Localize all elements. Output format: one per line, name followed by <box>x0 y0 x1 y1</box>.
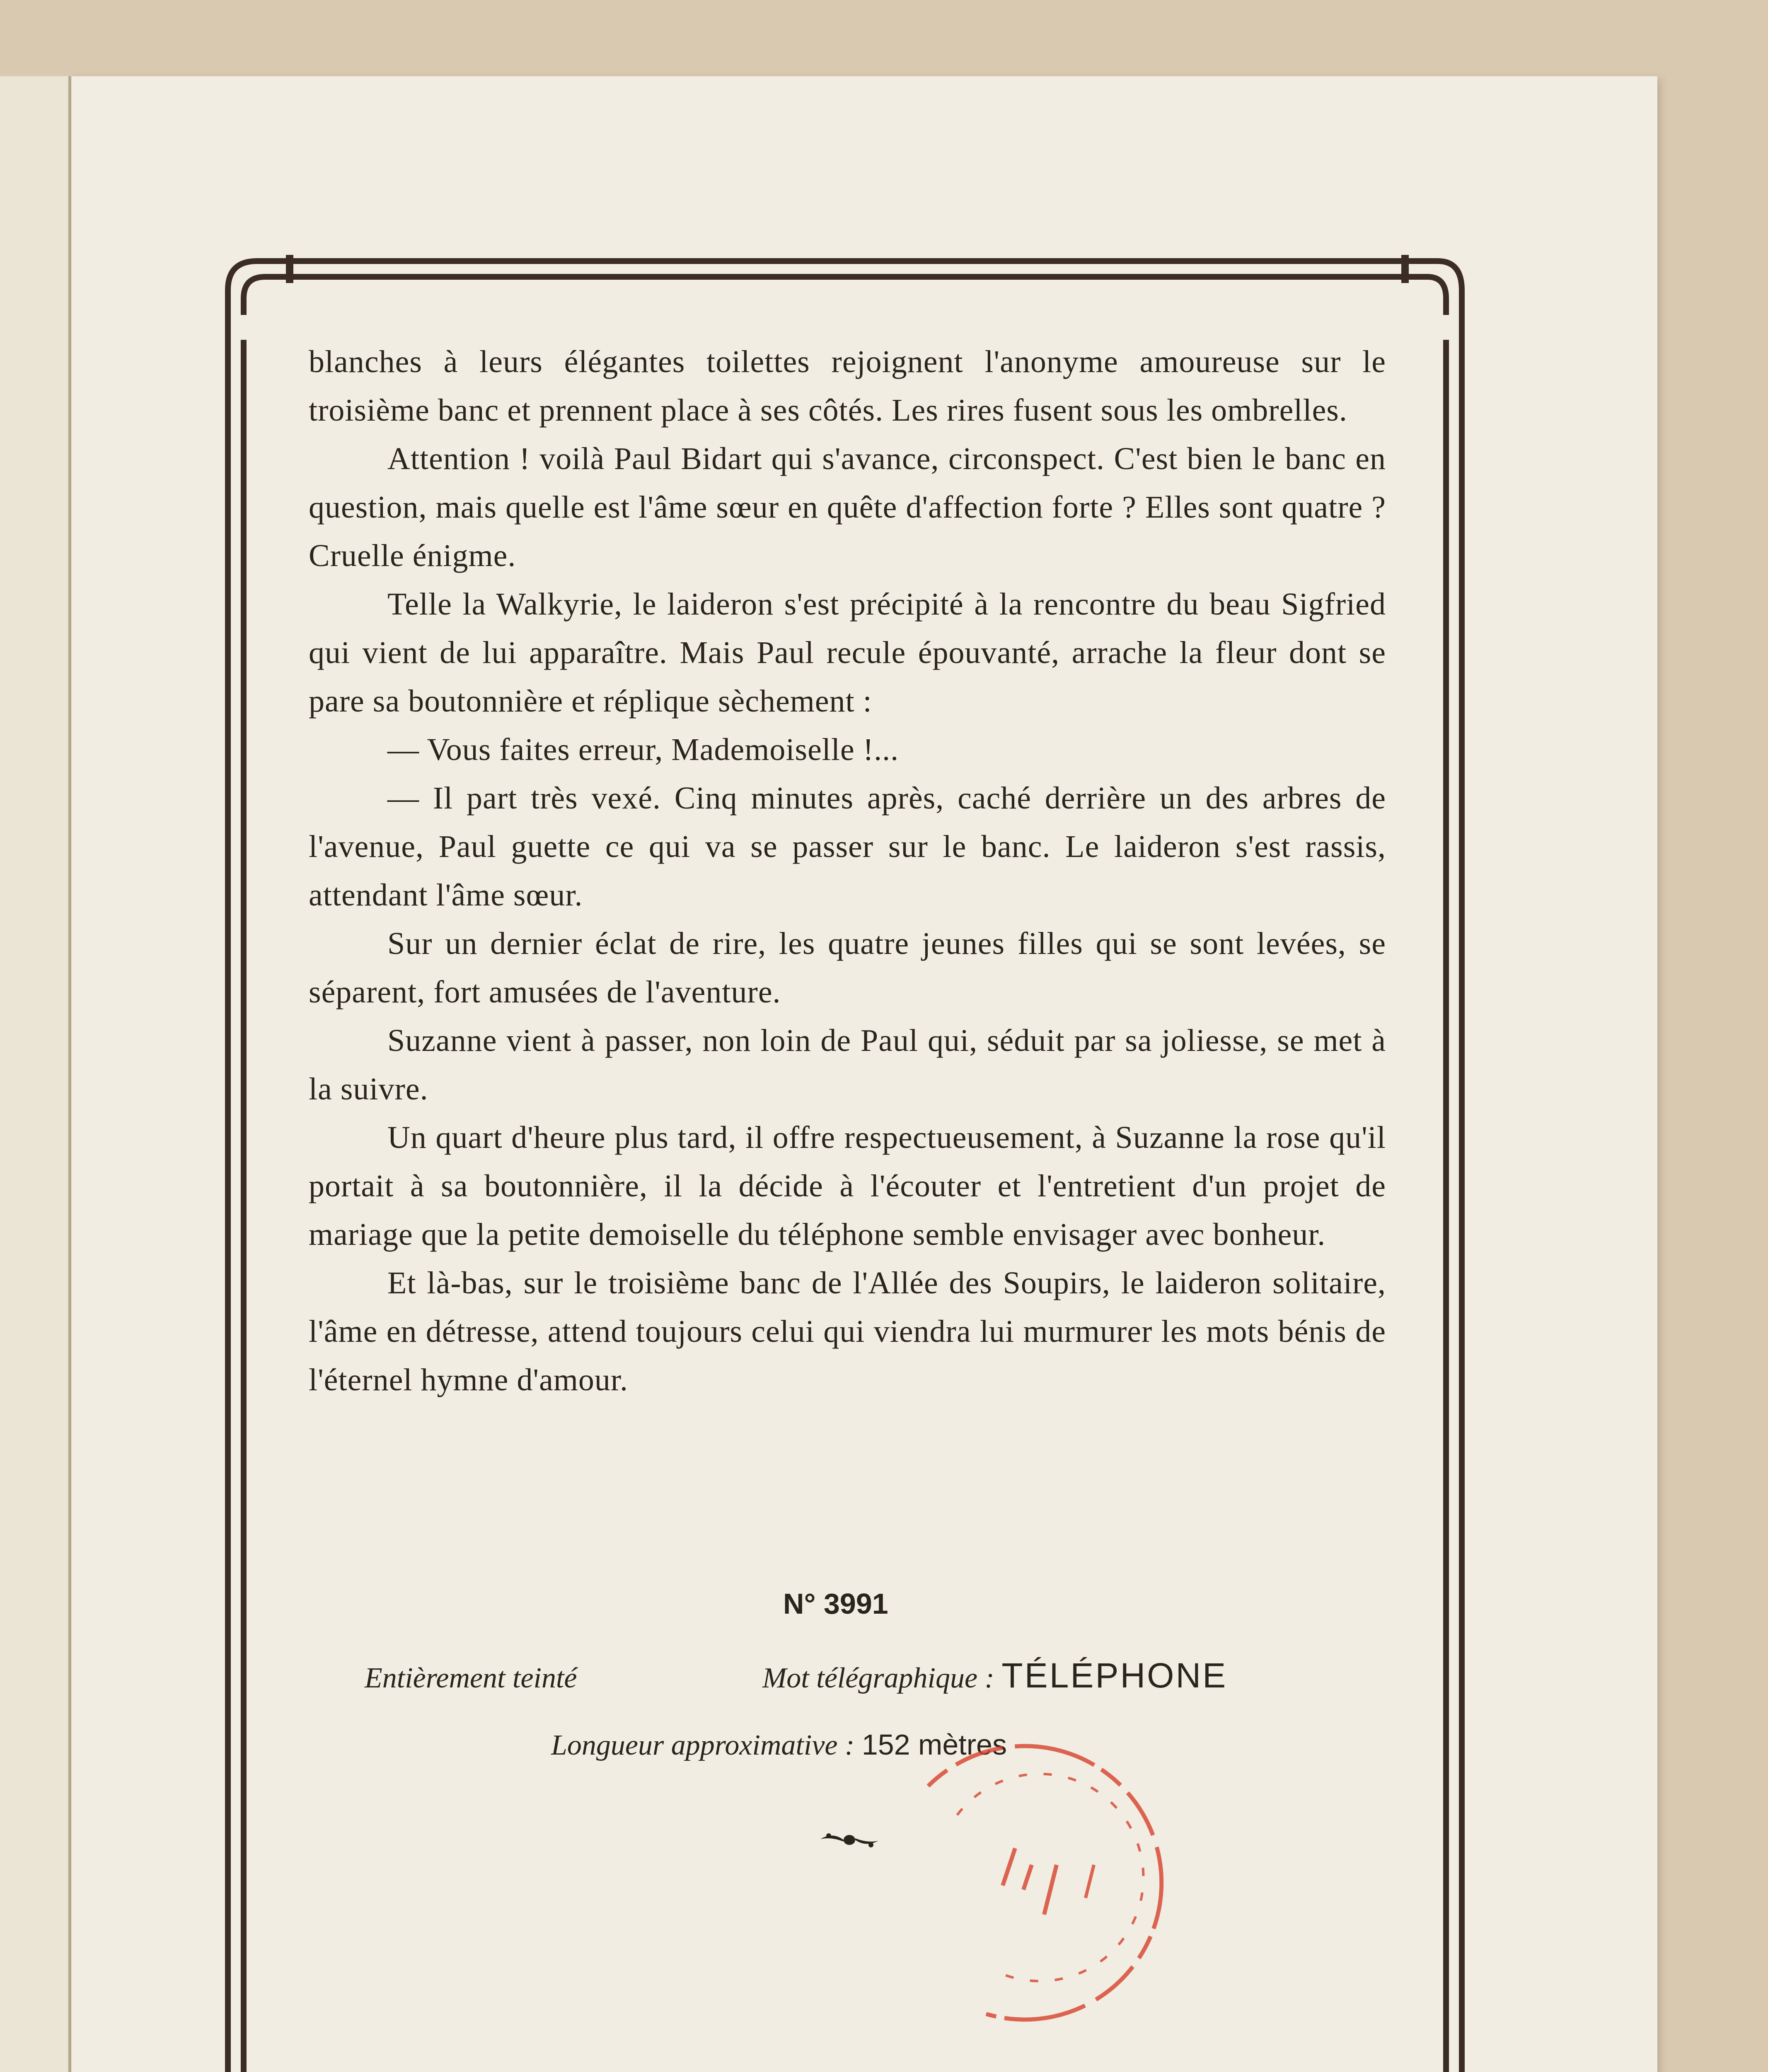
paragraph: Suzanne vient à passer, non loin de Paul qui, séduit par sa joliesse, se met à la suivre. <box>309 1023 1386 1106</box>
story-text <box>309 338 1386 1404</box>
length-value: 152 mètres <box>861 1728 1007 1761</box>
paragraph: Telle la Walkyrie, le laideron s'est précipité à la rencontre du beau Sigfried qui vient de lui apparaître. Mais Paul recule épouvanté, arrache la fleur dont se pare sa boutonnière et réplique sèchement : <box>309 587 1386 719</box>
telegraph-label: Mot télégraphique : <box>762 1662 994 1694</box>
paragraph: Et là-bas, sur le troisième banc de l'Allée des Soupirs, le laideron solitaire, l'âme en détresse, attend toujours celui qui viendra lui murmurer les mots bénis de l'éternel hymne d'amour. <box>309 1266 1386 1397</box>
paragraph: — Vous faites erreur, Mademoiselle !... <box>387 732 899 767</box>
telegraph-code <box>762 1656 1227 1696</box>
telegraph-word: TÉLÉPHONE <box>1001 1656 1228 1695</box>
fleuron-icon <box>812 1823 887 1857</box>
length-label: Longueur approximative : <box>551 1729 855 1761</box>
paragraph: — Il part très vexé. Cinq minutes après, caché derrière un des arbres de l'avenue, Paul guette ce qui va se passer sur le banc. Le laideron s'est rassis, attendant l'âme sœur. <box>309 781 1386 913</box>
paragraph: Attention ! voilà Paul Bidart qui s'avance, circonspect. C'est bien le banc en question, mais quelle est l'âme sœur en quête d'affection forte ? Elles sont quatre ? Cruelle énigme. <box>309 441 1386 573</box>
tint-note <box>365 1662 577 1695</box>
paragraph: Sur un dernier éclat de rire, les quatre jeunes filles qui se sont levées, se séparent, fort amusées de l'aventure. <box>309 926 1386 1009</box>
paragraph: blanches à leurs élégantes toilettes rejoignent l'anonyme amoureuse sur le troisième banc et prennent place à ses côtés. Les rires fusent sous les ombrelles. <box>309 344 1386 428</box>
catalog-number: N° 3991 <box>783 1588 888 1620</box>
paragraph: Un quart d'heure plus tard, il offre respectueusement, à Suzanne la rose qu'il portait à sa boutonnière, il la décide à l'écouter et l'entretient d'un projet de mariage que la petite demoiselle du téléphone semble envisager avec bonheur. <box>309 1120 1386 1252</box>
tint-label: Entièrement teinté <box>365 1662 577 1694</box>
red-stamp-icon <box>878 1691 1251 2064</box>
